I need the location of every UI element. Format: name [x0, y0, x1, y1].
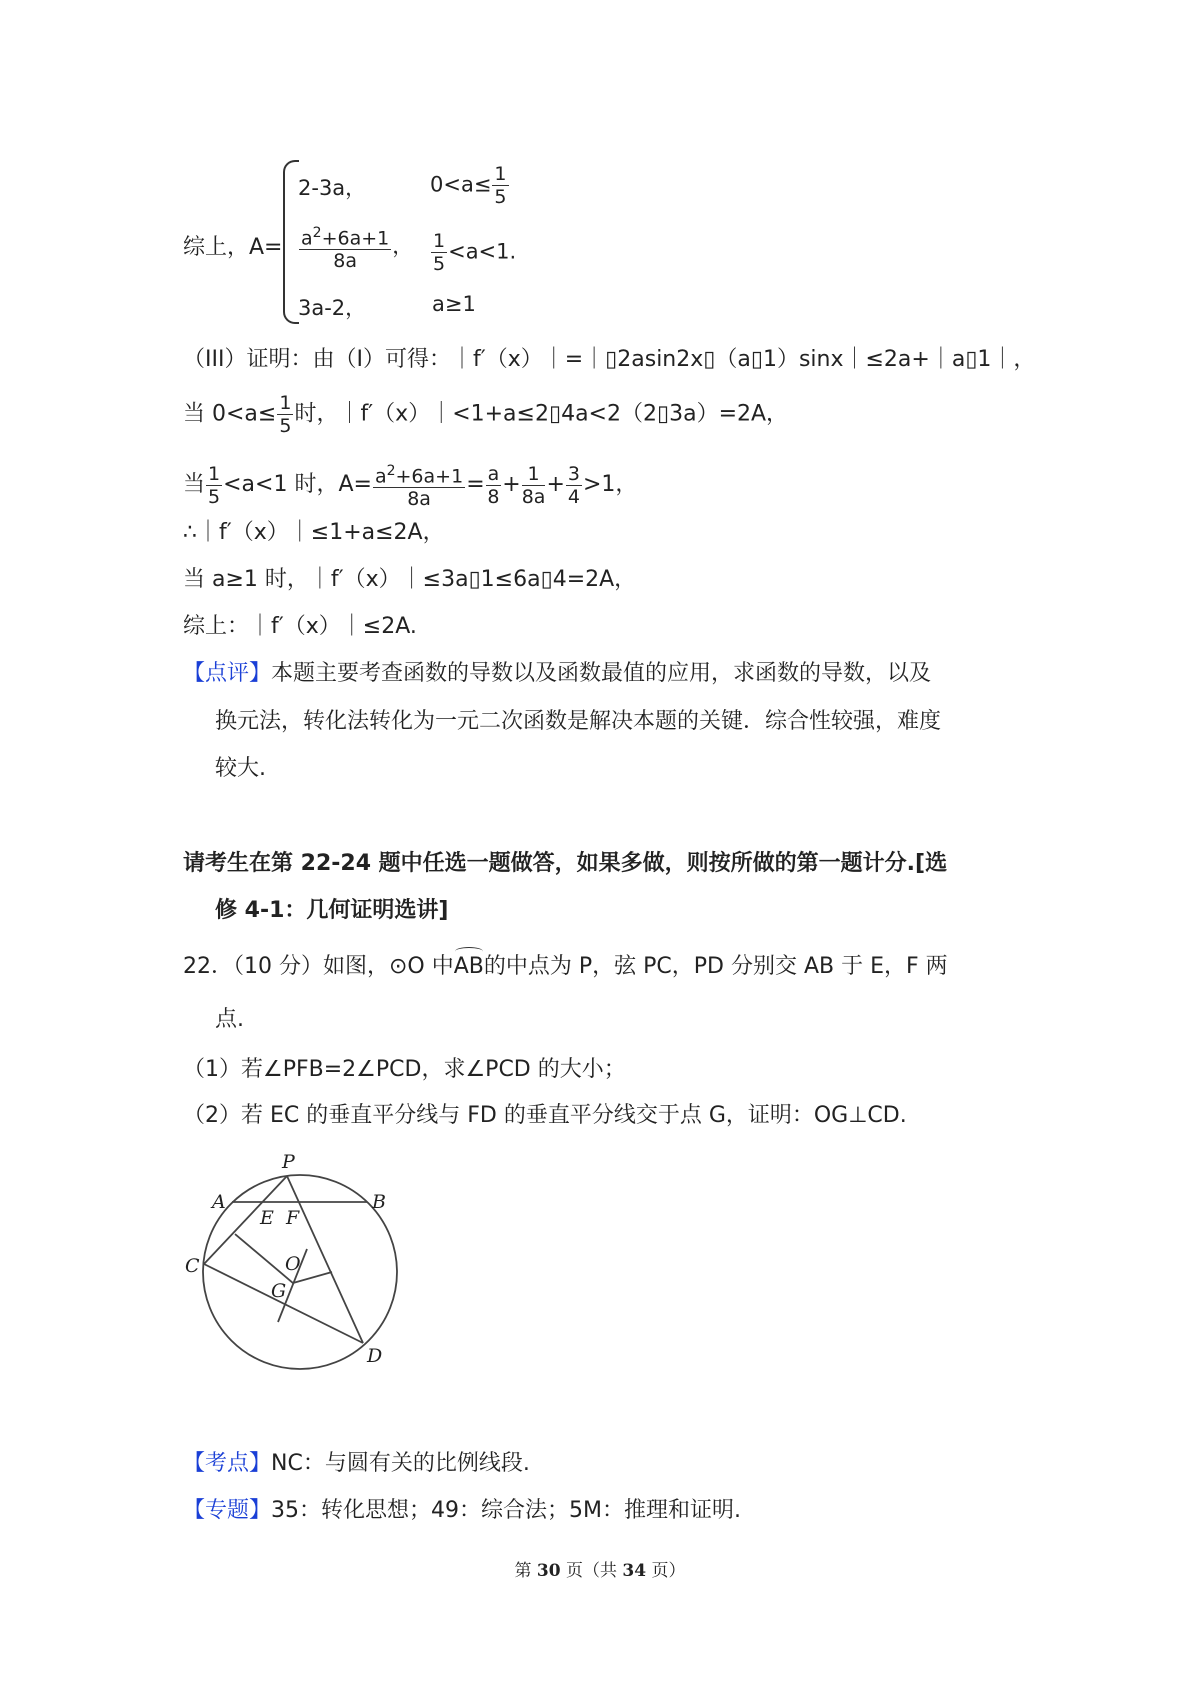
piece-3-expr: 3a-2，: [298, 296, 367, 320]
label-g: G: [271, 1280, 287, 1302]
review-tag: 【点评】: [183, 661, 272, 686]
fraction: $\frac{1}{5}$: [279, 392, 292, 437]
label-d: D: [367, 1345, 383, 1367]
fraction: $\frac{a^2+6a+1}{8a}$: [373, 460, 465, 510]
zhuanti-line: 【专题】35：转化思想；49：综合法；5M：推理和证明.: [183, 1498, 741, 1523]
fraction: $\frac{1}{5}$: [208, 462, 221, 508]
geometry-figure: [170, 1150, 430, 1390]
piece-3-cond: a≥1: [432, 292, 476, 316]
section-heading-1: 请考生在第 22-24 题中任选一题做答，如果多做，则按所做的第一题计分.[选: [183, 851, 948, 876]
denominator: 8a: [333, 250, 357, 273]
proof-line-1: （III）证明：由（I）可得：｜f′（x）｜=｜▯2asin2x▯（a▯1）sinx｜≤2a+｜a▯1｜，: [183, 347, 1036, 372]
label-o: O: [285, 1253, 301, 1275]
page-footer: 第 30 页（共 34 页）: [514, 1561, 686, 1581]
proof-line-3: 当 $\frac{1}{5}$ <a<1 时，A= $\frac{a^2+6a+1}{8a}$ = $\frac{a}{8}$ + $\frac{1}{8a}$ + $\frac{3}{4}$ >1，: [183, 460, 637, 510]
label-f: F: [286, 1207, 300, 1229]
fraction: $\frac{1}{8a}$: [521, 462, 546, 508]
piece-2-cond: $\frac{1}{5}$ <a<1.: [433, 230, 517, 275]
question-22-part-1: （1）若∠PFB=2∠PCD，求∠PCD 的大小；: [183, 1057, 626, 1082]
arc-ab: AB: [454, 952, 484, 982]
proof-line-5: 当 a≥1 时，｜f′（x）｜≤3a▯1≤6a▯4=2A，: [183, 567, 637, 592]
review-line-1: 【点评】本题主要考查函数的导数以及函数最值的应用，求函数的导数，以及: [183, 661, 932, 686]
piecewise-prefix: 综上，A=: [183, 235, 283, 260]
label-e: E: [260, 1207, 274, 1229]
page-number: 30: [536, 1561, 561, 1581]
zhuanti-tag: 【专题】: [183, 1498, 272, 1523]
piece-1-expr: 2-3a，: [298, 176, 367, 200]
cond-text: 0<a≤: [430, 172, 492, 197]
numerator: $a^2+6a+1$: [299, 222, 391, 250]
kaodian-tag: 【考点】: [183, 1451, 272, 1476]
fraction: $\frac{1}{5}$: [433, 230, 446, 275]
section-heading-2: 修 4-1：几何证明选讲]: [215, 898, 449, 923]
question-22-line-1: 22．（10 分）如图，⊙O 中AB的中点为 P，弦 PC，PD 分别交 AB 于 E，F 两: [183, 952, 948, 982]
kaodian-line: 【考点】NC：与圆有关的比例线段.: [183, 1451, 530, 1476]
review-line-3: 较大.: [215, 756, 266, 781]
fraction: [299, 222, 391, 272]
label-a: A: [212, 1191, 226, 1213]
chord-pc: [204, 1176, 287, 1264]
proof-line-6: 综上：｜f′（x）｜≤2A.: [183, 614, 417, 639]
piece-1-cond: [430, 163, 510, 208]
numerator: 1: [494, 163, 507, 185]
question-22-part-2: （2）若 EC 的垂直平分线与 FD 的垂直平分线交于点 G，证明：OG⊥CD.: [183, 1103, 907, 1128]
fraction: [492, 163, 508, 208]
denominator: 5: [494, 186, 507, 208]
label-c: C: [185, 1255, 200, 1277]
fraction: $\frac{a}{8}$: [487, 462, 500, 508]
piecewise-brace: [283, 160, 299, 324]
proof-line-2: 当 0<a≤ $\frac{1}{5}$ 时，｜f′（x）｜<1+a≤2▯4a<2（2▯3a）=2A，: [183, 392, 789, 437]
label-b: B: [372, 1191, 386, 1213]
question-22-line-2: 点.: [215, 1007, 244, 1032]
review-line-2: 换元法，转化法转化为一元二次函数是解决本题的关键．综合性较强，难度: [215, 709, 942, 734]
proof-line-4: ∴｜f′（x）｜≤1+a≤2A，: [183, 520, 445, 545]
piece-2-expr: $\frac{a^2+6a+1}{8a}$ ，: [298, 222, 413, 272]
fraction: $\frac{3}{4}$: [567, 462, 580, 508]
page-total: 34: [622, 1561, 647, 1581]
label-p: P: [282, 1151, 295, 1173]
